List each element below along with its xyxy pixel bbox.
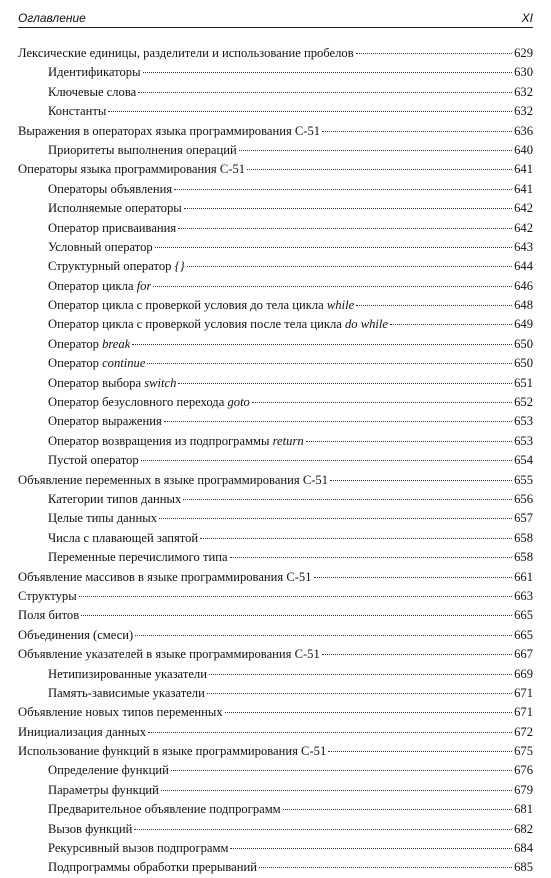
- toc-entry-title: [48, 257, 185, 276]
- toc-entry-title: [48, 529, 198, 548]
- dot-leader: [209, 674, 512, 675]
- toc-entry-title-text: Поля битов: [18, 608, 80, 623]
- dot-leader: [81, 615, 512, 616]
- toc-entry-title: [48, 781, 159, 800]
- dot-leader: [306, 441, 512, 442]
- toc-entry-title-text: Числа с плавающей запятой: [48, 530, 199, 545]
- toc-subentry[interactable]: [18, 277, 533, 296]
- toc-page-number: 665: [514, 627, 533, 642]
- toc-page-number: 646: [514, 278, 533, 293]
- dot-leader: [356, 305, 512, 306]
- toc-entry-title: [48, 490, 181, 509]
- toc-entry-title: [18, 160, 245, 179]
- toc-subentry[interactable]: [18, 335, 533, 354]
- toc-entry-title-text: Константы: [48, 104, 107, 119]
- toc-chapter-entry[interactable]: [18, 160, 533, 179]
- dot-leader: [148, 732, 512, 733]
- dot-leader: [390, 324, 512, 325]
- dot-leader: [314, 577, 513, 578]
- toc-subentry[interactable]: [18, 296, 533, 315]
- toc-subentry[interactable]: [18, 800, 533, 819]
- toc-entry-title-text: Память-зависимые указатели: [48, 685, 205, 700]
- toc-page-number: 651: [514, 375, 533, 390]
- toc-entry-title-text: Предварительное объявление подпрограмм: [48, 802, 281, 817]
- toc-chapter-entry[interactable]: [18, 606, 533, 625]
- toc-entry-keyword: continue: [102, 356, 146, 371]
- toc-entry-title: [18, 723, 146, 742]
- toc-page-number: 648: [514, 298, 533, 313]
- toc-entry-title-text: Использование функций в языке программирования С-51: [18, 744, 327, 759]
- toc-page-number: 663: [514, 588, 533, 603]
- toc-subentry[interactable]: [18, 665, 533, 684]
- toc-page-number: 636: [514, 123, 533, 138]
- toc-entry-title-text: Оператор присваивания: [48, 220, 177, 235]
- toc-entry-title: [48, 141, 237, 160]
- toc-entry-title: [48, 684, 205, 703]
- dot-leader: [247, 169, 512, 170]
- toc-page-number: 671: [514, 685, 533, 700]
- toc-page-number: 667: [514, 647, 533, 662]
- toc-subentry[interactable]: [18, 257, 533, 276]
- toc-page-number: 657: [514, 511, 533, 526]
- dot-leader: [135, 635, 512, 636]
- toc-entry-title: [18, 471, 328, 490]
- toc-page-number: 672: [514, 724, 533, 739]
- toc-entry-title: [48, 393, 250, 412]
- toc-subentry[interactable]: [18, 180, 533, 199]
- toc-chapter-entry[interactable]: [18, 645, 533, 664]
- dot-leader: [283, 809, 512, 810]
- toc-page-number: 661: [514, 569, 533, 584]
- toc-entry-title: [48, 63, 141, 82]
- toc-page-number: 658: [514, 550, 533, 565]
- toc-subentry[interactable]: [18, 354, 533, 373]
- toc-entry-title: [48, 374, 176, 393]
- toc-entry-title-text: Оператор цикла с проверкой условия до тела цикла: [48, 298, 327, 313]
- toc-entry-title-text: Лексические единицы, разделители и использование пробелов: [18, 46, 354, 60]
- toc-entry-title: [48, 509, 157, 528]
- dot-leader: [322, 131, 512, 132]
- toc-page-number: 656: [514, 491, 533, 506]
- dot-leader: [259, 867, 512, 868]
- toc-entry-title-text: Переменные перечислимого типа: [48, 550, 228, 565]
- toc-entry-title-text: Идентификаторы: [48, 65, 141, 80]
- dot-leader: [207, 693, 512, 694]
- toc-page-number: 658: [514, 530, 533, 545]
- toc-subentry[interactable]: [18, 393, 533, 412]
- toc-entry-title-text: Объявление массивов в языке программирования С-51: [18, 569, 312, 584]
- toc-page-number: 675: [514, 744, 533, 759]
- dot-leader: [328, 751, 512, 752]
- toc-entry-title-text: Операторы языка программирования С-51: [18, 162, 246, 177]
- toc-entry-title-text: Рекурсивный вызов подпрограмм: [48, 841, 229, 856]
- dot-leader: [132, 344, 512, 345]
- toc-page-number: 632: [514, 104, 533, 119]
- toc-entry-title: [48, 761, 169, 780]
- toc-page-number: 652: [514, 395, 533, 410]
- toc-subentry[interactable]: [18, 490, 533, 509]
- dot-leader: [183, 499, 512, 500]
- dot-leader: [356, 53, 512, 54]
- section-title: Оглавление: [18, 11, 86, 25]
- toc-page-number: 642: [514, 201, 533, 216]
- dot-leader: [161, 790, 512, 791]
- dot-leader: [239, 150, 512, 151]
- dot-leader: [143, 72, 513, 73]
- toc-subentry[interactable]: [18, 509, 533, 528]
- dot-leader: [147, 363, 512, 364]
- toc-entry-title: [48, 432, 304, 451]
- toc-entry-keyword: goto: [227, 395, 250, 410]
- toc-subentry[interactable]: [18, 684, 533, 703]
- toc-entry-title: [18, 44, 354, 63]
- toc-entry-keyword: return: [272, 433, 304, 448]
- toc-subentry[interactable]: [18, 315, 533, 334]
- toc-page-number: 685: [514, 860, 533, 875]
- toc-subentry[interactable]: [18, 858, 533, 877]
- dot-leader: [178, 228, 512, 229]
- toc-entry-title: [18, 587, 77, 606]
- toc-page-number: 630: [514, 65, 533, 80]
- toc-entry-title: [18, 645, 320, 664]
- toc-subentry[interactable]: [18, 199, 533, 218]
- toc-subentry[interactable]: [18, 219, 533, 238]
- toc-entry-title: [18, 568, 312, 587]
- dot-leader: [134, 829, 512, 830]
- toc-page-number: 650: [514, 356, 533, 371]
- toc-page-number: 655: [514, 472, 533, 487]
- toc-entry-title: [48, 219, 176, 238]
- toc-chapter-entry[interactable]: [18, 626, 533, 645]
- toc-entry-title: [48, 665, 207, 684]
- toc-entry-title: [48, 412, 162, 431]
- toc-subentry[interactable]: [18, 820, 533, 839]
- toc-entry-title-text: Объявление указателей в языке программирования С-51: [18, 647, 320, 662]
- toc-entry-title-text: Операторы объявления: [48, 181, 173, 196]
- toc-subentry[interactable]: [18, 548, 533, 567]
- toc-entry-title: [18, 122, 320, 141]
- toc-entry-keyword: while: [326, 298, 355, 313]
- toc-subentry[interactable]: [18, 141, 533, 160]
- toc-entry-title-text: Объявление новых типов переменных: [18, 705, 223, 720]
- toc-subentry[interactable]: [18, 412, 533, 431]
- dot-leader: [79, 596, 512, 597]
- toc-page-number: 641: [514, 181, 533, 196]
- dot-leader: [322, 654, 512, 655]
- dot-leader: [141, 460, 512, 461]
- toc-page-number: 665: [514, 608, 533, 623]
- toc-entry-title: [48, 83, 136, 102]
- toc-entry-title-text: Приоритеты выполнения операций: [48, 142, 237, 157]
- toc-page-number: 632: [514, 84, 533, 99]
- toc-entry-title-text: Ключевые слова: [48, 84, 137, 99]
- toc-entry-title: [48, 858, 257, 877]
- toc-entry-title: [48, 296, 354, 315]
- toc-entry-title-text: Объединения (смеси): [18, 627, 134, 642]
- toc-subentry[interactable]: [18, 529, 533, 548]
- toc-page-number: 641: [514, 162, 533, 177]
- toc-page-number: 649: [514, 317, 533, 332]
- toc-entry-title-text: Определение функций: [48, 763, 169, 778]
- toc-page-number: 681: [514, 802, 533, 817]
- toc-entry-title: [48, 315, 388, 334]
- toc-subentry[interactable]: [18, 839, 533, 858]
- dot-leader: [164, 421, 512, 422]
- toc-entry-title: [48, 335, 130, 354]
- toc-entry-title-text: Оператор безусловного перехода: [48, 395, 228, 410]
- dot-leader: [138, 92, 512, 93]
- toc-page-number: 684: [514, 841, 533, 856]
- toc-entry-title-text: Исполняемые операторы: [48, 201, 182, 216]
- toc-subentry[interactable]: [18, 781, 533, 800]
- toc-entry-title-text: Оператор: [48, 356, 103, 371]
- toc-entry-title-text: Оператор выражения: [48, 414, 162, 429]
- toc-page-number: 669: [514, 666, 533, 681]
- dot-leader: [225, 712, 512, 713]
- dot-leader: [200, 538, 512, 539]
- toc-entry-title: [18, 703, 223, 722]
- toc-entry-title: [48, 199, 182, 218]
- toc-chapter-entry[interactable]: [18, 568, 533, 587]
- toc-chapter-entry[interactable]: [18, 742, 533, 761]
- toc-entry-title: [48, 820, 132, 839]
- toc-subentry[interactable]: [18, 238, 533, 257]
- toc-entry-title-text: Выражения в операторах языка программирования С-51: [18, 123, 321, 138]
- toc-entry-title: [48, 839, 228, 858]
- toc-entry-title-text: Нетипизированные указатели: [48, 666, 207, 681]
- toc-page-number: 640: [514, 142, 533, 157]
- toc-entry-title: [48, 277, 151, 296]
- toc-entry-keyword: for: [136, 278, 152, 293]
- toc-page-number: 671: [514, 705, 533, 720]
- dot-leader: [230, 557, 513, 558]
- toc-entry-title: [18, 626, 133, 645]
- dot-leader: [159, 518, 512, 519]
- toc-page-number: 650: [514, 336, 533, 351]
- toc-entry-title: [48, 548, 228, 567]
- toc-entry-title-text: Условный оператор: [48, 239, 153, 254]
- toc-page-number: 679: [514, 782, 533, 797]
- dot-leader: [230, 848, 512, 849]
- toc-chapter-entry[interactable]: [18, 44, 533, 63]
- dot-leader: [171, 770, 512, 771]
- toc-entry-title: [18, 742, 326, 761]
- toc-chapter-entry[interactable]: [18, 723, 533, 742]
- toc-entry-keyword: do while: [344, 317, 389, 332]
- dot-leader: [174, 189, 512, 190]
- toc-page-number: 642: [514, 220, 533, 235]
- dot-leader: [252, 402, 512, 403]
- dot-leader: [178, 383, 512, 384]
- dot-leader: [184, 208, 512, 209]
- toc-page-number: 654: [514, 453, 533, 468]
- toc-chapter-entry[interactable]: [18, 703, 533, 722]
- toc-subentry[interactable]: [18, 451, 533, 470]
- toc-entry-title-text: Пустой оператор: [48, 453, 139, 468]
- toc-entry-title-text: Целые типы данных: [48, 511, 157, 526]
- toc-entry-title-text: Подпрограммы обработки прерываний: [48, 860, 257, 875]
- dot-leader: [153, 286, 512, 287]
- table-of-contents: [18, 44, 533, 878]
- toc-subentry[interactable]: [18, 761, 533, 780]
- toc-subentry[interactable]: [18, 432, 533, 451]
- toc-page-number: 653: [514, 414, 533, 429]
- running-head: [18, 6, 533, 28]
- toc-entry-title-text: Структурный оператор: [48, 259, 175, 274]
- toc-page-number: 644: [514, 259, 533, 274]
- toc-entry-title: [48, 180, 172, 199]
- toc-entry-title: [18, 606, 79, 625]
- toc-entry-title: [48, 800, 281, 819]
- toc-subentry[interactable]: [18, 102, 533, 121]
- toc-entry-keyword: switch: [144, 375, 177, 390]
- dot-leader: [330, 480, 512, 481]
- toc-entry-title-text: Инициализация данных: [18, 724, 146, 739]
- toc-entry-title: [48, 354, 145, 373]
- toc-subentry[interactable]: [18, 63, 533, 82]
- toc-entry-title-text: Вызов функций: [48, 821, 133, 836]
- toc-entry-title-text: Категории типов данных: [48, 491, 182, 506]
- toc-entry-keyword: {}: [174, 259, 185, 274]
- toc-entry-title-text: Оператор: [48, 336, 103, 351]
- dot-leader: [187, 266, 512, 267]
- toc-page-number: 629: [514, 46, 533, 60]
- toc-entry-title-text: Оператор цикла с проверкой условия после тела цикла: [48, 317, 345, 332]
- toc-chapter-entry[interactable]: [18, 122, 533, 141]
- toc-entry-title-text: Структуры: [18, 588, 77, 603]
- toc-entry-keyword: break: [102, 336, 131, 351]
- toc-page-number: 643: [514, 239, 533, 254]
- toc-entry-title-text: Оператор возвращения из подпрограммы: [48, 433, 273, 448]
- toc-page-number: 653: [514, 433, 533, 448]
- toc-subentry[interactable]: [18, 374, 533, 393]
- dot-leader: [108, 111, 512, 112]
- toc-entry-title: [48, 102, 106, 121]
- toc-page-number: 682: [514, 821, 533, 836]
- toc-chapter-entry[interactable]: [18, 587, 533, 606]
- toc-chapter-entry[interactable]: [18, 471, 533, 490]
- dot-leader: [155, 247, 512, 248]
- toc-entry-title-text: Оператор выбора: [48, 375, 145, 390]
- page-number-roman: XI: [521, 11, 533, 25]
- toc-entry-title-text: Параметры функций: [48, 782, 159, 797]
- toc-subentry[interactable]: [18, 83, 533, 102]
- toc-entry-title-text: Оператор цикла: [48, 278, 137, 293]
- toc-page-number: 676: [514, 763, 533, 778]
- toc-entry-title-text: Объявление переменных в языке программирования С-51: [18, 472, 329, 487]
- toc-entry-title: [48, 238, 153, 257]
- toc-entry-title: [48, 451, 139, 470]
